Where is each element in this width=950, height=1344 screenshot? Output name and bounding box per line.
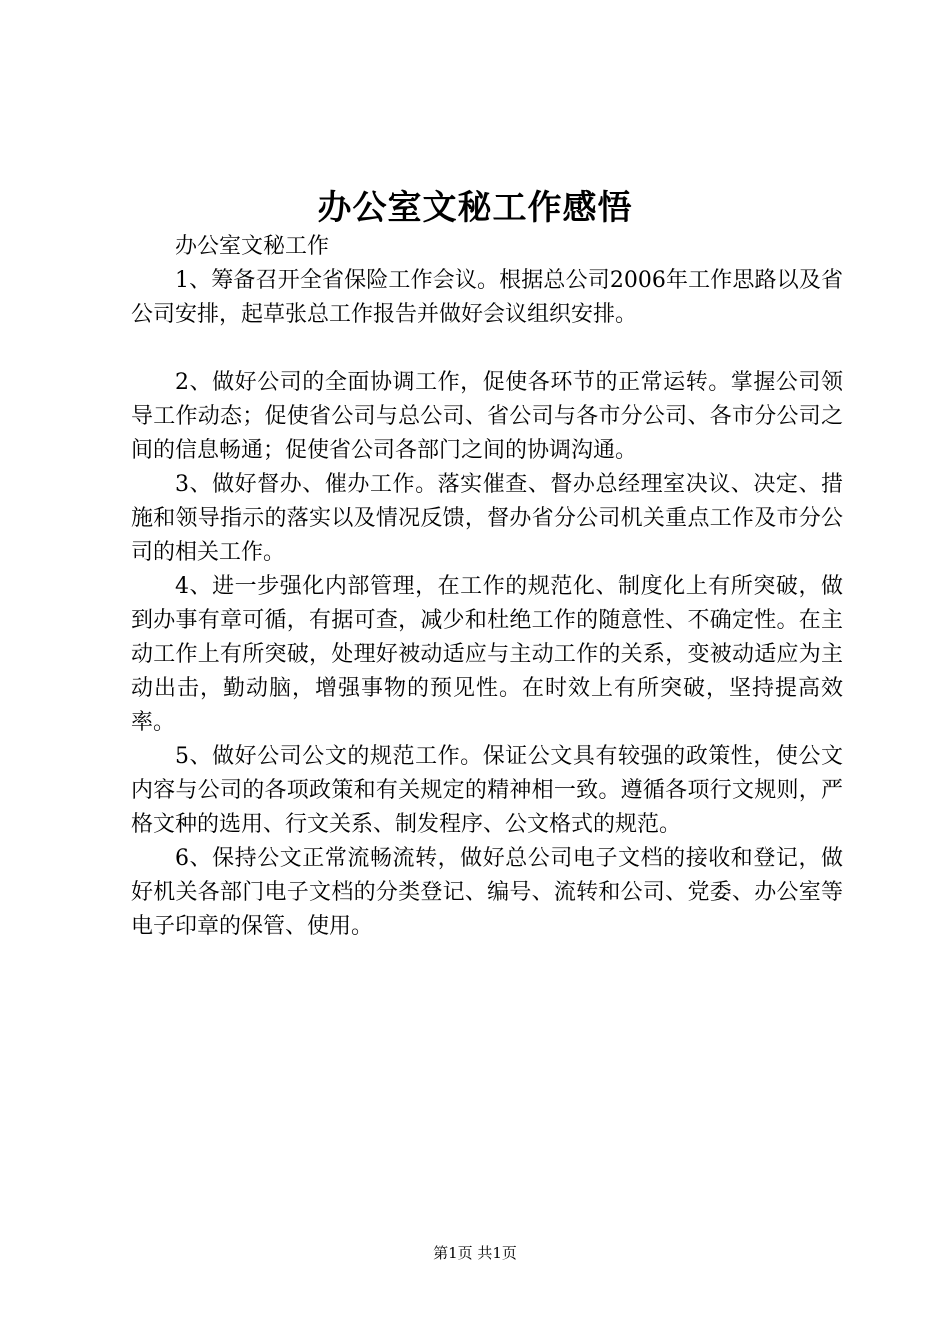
paragraph-6: 6、保持公文正常流畅流转，做好总公司电子文档的接收和登记，做好机关各部门电子文档的分类登记、编号、流转和公司、党委、办公室等电子印章的保管、使用。 [131, 846, 843, 939]
document-subtitle: 办公室文秘工作 [175, 234, 330, 259]
paragraph-5: 5、做好公司公文的规范工作。保证公文具有较强的政策性，使公文内容与公司的各项政策和有关规定的精神相一致。遵循各项行文规则，严格文种的选用、行文关系、制发程序、公文格式的规范。 [131, 744, 843, 837]
document-title: 办公室文秘工作感悟 [317, 188, 633, 228]
blank-line [131, 332, 843, 366]
paragraph-3: 3、做好督办、催办工作。落实催查、督办总经理室决议、决定、措施和领导指示的落实以及情况反馈，督办省分公司机关重点工作及市分公司的相关工作。 [131, 472, 843, 565]
paragraph-4: 4、进一步强化内部管理，在工作的规范化、制度化上有所突破，做到办事有章可循，有据可查，减少和杜绝工作的随意性、不确定性。在主动工作上有所突破，处理好被动适应与主动工作的关系，变被动适应为主动出击，勤动脑，增强事物的预见性。在时效上有所突破，坚持提高效率。 [131, 574, 843, 735]
document-body [131, 230, 843, 944]
paragraph-1: 1、筹备召开全省保险工作会议。根据总公司2006年工作思路以及省公司安排，起草张总工作报告并做好会议组织安排。 [131, 268, 843, 327]
paragraph-2: 2、做好公司的全面协调工作，促使各环节的正常运转。掌握公司领导工作动态；促使省公司与总公司、省公司与各市分公司、各市分公司之间的信息畅通；促使省公司各部门之间的协调沟通。 [131, 370, 843, 463]
page-number-footer: 第1页 共1页 [433, 1244, 517, 1262]
